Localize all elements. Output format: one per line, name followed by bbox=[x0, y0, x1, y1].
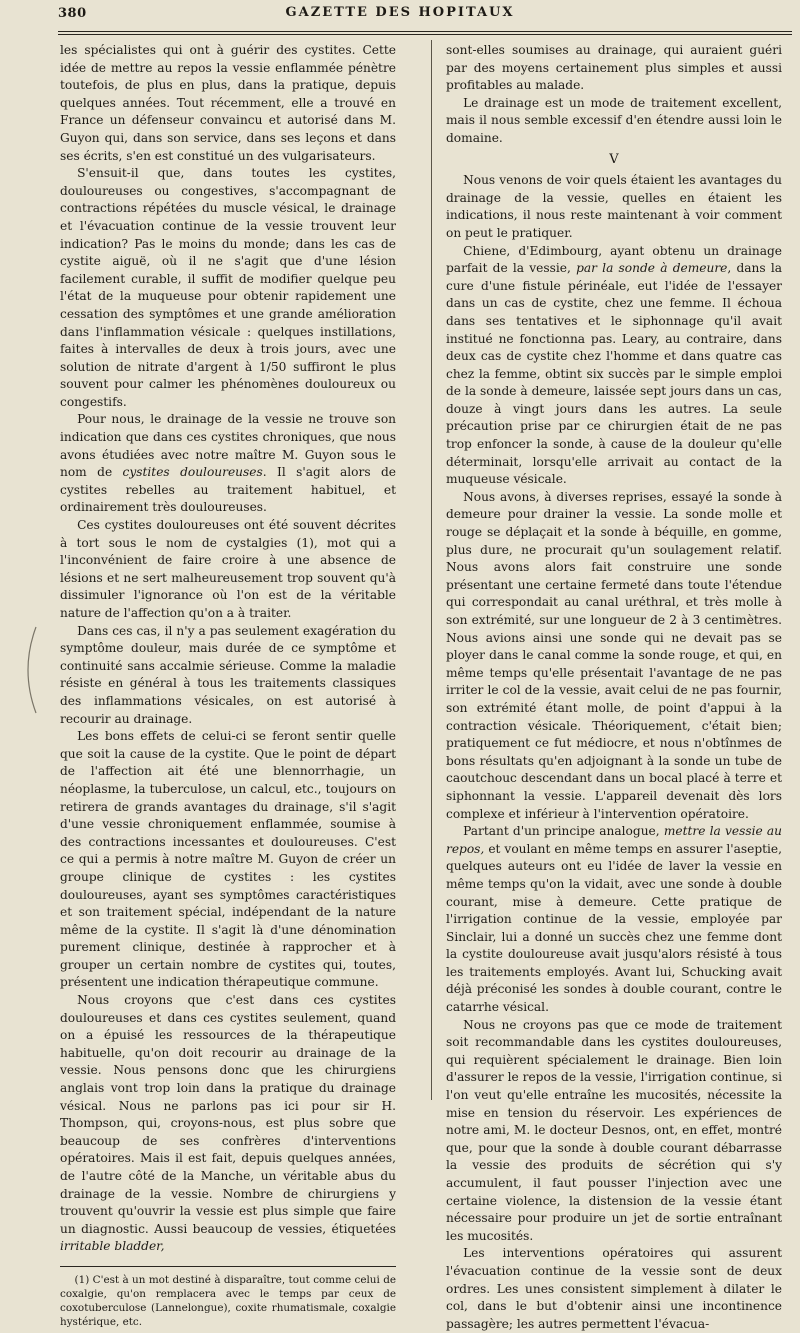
italic-term: mettre la vessie au repos, bbox=[446, 824, 783, 856]
page-number: 380 bbox=[58, 6, 87, 21]
paragraph: Nous croyons que c'est dans ces cystites douloureuses et dans ces cystites seulement, quand on a épuisé les ressources de la thérapeutique habituelle, qu'on doit recourir au drainage de la vessie. Nous pensons donc que les chirurgiens anglais vont trop loin dans la pratique du drainage vésical. Nous ne parlons pas ici pour sir H. Thompson, qui, croyons-nous, est plus sobre que beaucoup de ses confrères d'interventions opératoires. Mais il est fait, depuis quelques années, de l'autre côté de la Manche, un véritable abus du drainage de la vessie. Nombre de chirurgiens y trouvent qu'ouvrir la vessie est plus simple que faire un diagnostic. Aussi beaucoup de vessies, étiquetées irritable bladder, bbox=[60, 993, 396, 1254]
footnote-rule bbox=[60, 1266, 396, 1267]
paragraph: Les interventions opératoires qui assurent l'évacuation continue de la vessie sont de deux ordres. Les unes consistent simplement à dilater le col, dans le but d'obtenir ainsi une incontinence passagère; les autres permettent l'évacua- bbox=[446, 1246, 782, 1331]
left-column bbox=[60, 42, 396, 1329]
paragraph: Partant d'un principe analogue, mettre la vessie au repos, et voulant en même temps en assurer l'aseptie, quelques auteurs ont eu l'idée de laver la vessie en même temps qu'on la vidait, avec une sonde à double courant, mise à demeure. Cette pratique de l'irrigation continue de la vessie, employée par Sinclair, lui a donné un succès chez une femme dont la cystite douloureuse avait jusqu'alors résisté à tous les traitements employés. Avant lui, Schucking avait déjà préconisé les sondes à double courant, contre le catarrhe vésical. bbox=[446, 824, 783, 1015]
paragraph: Ces cystites douloureuses ont été souvent décrites à tort sous le nom de cystalgies (1), mot qui a l'inconvénient de faire croire à une absence de lésions et ne sert malheureusement trop souvent qu'à dissimuler l'ignorance où l'on est de la véritable nature de l'affection qu'on a à traiter. bbox=[60, 518, 396, 620]
paragraph: S'ensuit-il que, dans toutes les cystites, douloureuses ou congestives, s'accompagnant de contractions répétées du muscle vésical, le drainage et l'évacuation continue de la vessie trouvent leur indication? Pas le moins du monde; dans les cas de cystite aiguë, où il ne s'agit que d'une lésion facilement curable, il suffit de modifier quelque peu l'état de la muqueuse pour obtenir rapidement une cessation des symptômes et une grande amélioration dans l'inflammation vésicale : quelques instillations, faites à intervalles de deux à trois jours, avec une solution de nitrate d'argent à 1/50 suffiront le plus souvent pour calmer les phénomènes douloureux ou congestifs. bbox=[60, 166, 396, 409]
paragraph: Dans ces cas, il n'y a pas seulement exagération du symptôme douleur, mais durée de ce symptôme et continuité sans accalmie sérieuse. Comme la maladie résiste en général à tous les traitements classiques des inflammations vésicales, on est autorisé à recourir au drainage. bbox=[60, 623, 396, 726]
italic-term: par la sonde à demeure bbox=[576, 261, 728, 276]
column-divider bbox=[431, 40, 432, 1100]
paragraph: Chiene, d'Edimbourg, ayant obtenu un drainage parfait de la vessie, par la sonde à demeure, dans la cure d'une fistule périnéale, eut l'idée de l'essayer dans un cas de cystite, chez une femme. Il échoua dans ses tentatives et le siphonnage qu'il avait institué ne fonctionna pas. Leary, au contraire, dans deux cas de cystite chez l'homme et dans quatre cas chez la femme, obtint six succès par le simple emploi de la sonde à demeure, laissée sept jours dans un cas, douze à vingt jours dans les autres. La seule précaution prise par ce chirurgien était de ne pas trop enfoncer la sonde, à cause de la douleur qu'elle déterminait, lorsqu'elle arrivait au contact de la muqueuse vésicale. bbox=[446, 243, 783, 487]
section-heading: V bbox=[609, 151, 619, 167]
paragraph: Pour nous, le drainage de la vessie ne trouve son indication que dans ces cystites chroniques, que nous avons étudiées avec notre maître M. Guyon sous le nom de cystites douloureuses. Il s'agit alors de cystites rebelles au traitement habituel, et ordinairement très douloureuses. bbox=[60, 412, 396, 515]
paragraph: Le drainage est un mode de traitement excellent, mais il nous semble excessif d'en étendre aussi loin le domaine. bbox=[446, 95, 782, 145]
running-title: GAZETTE DES HOPITAUX bbox=[285, 5, 515, 20]
paragraph: Les bons effets de celui-ci se feront sentir quelle que soit la cause de la cystite. Que le point de départ de l'affection ait été une blennorrhagie, un néoplasme, la tuberculose, un calcul, etc., toujours on retirera de grands avantages du drainage, s'il s'agit d'une vessie chroniquement enflammée, soumise à des contractions incessantes et douloureuses. C'est ce qui a permis à notre maître M. Guyon de créer un groupe clinique de cystites : les cystites douloureuses, ayant ses symptômes caractéristiques et son traitement spécial, indépendant de la nature même de la cystite. Il s'agit là d'une dénomination purement clinique, destinée à rapprocher et à grouper un certain nombre de cystites qui, toutes, présentent une indication thérapeutique commune. bbox=[60, 729, 396, 990]
paragraph: Nous avons, à diverses reprises, essayé la sonde à demeure pour drainer la vessie. La sonde molle et rouge se déplaçait et la sonde à béquille, en gomme, plus dure, ne procurait qu'un soulagement relatif. Nous avons alors fait construire une sonde présentant une certaine fermeté dans toute l'étendue qui correspondait au canal uréthral, et très molle à son extrémité, sur une longueur de 2 à 3 centimètres. Nous avions ainsi une sonde qui ne devait pas se ployer dans le canal comme la sonde rouge, et qui, en même temps qu'elle présentait l'avantage de ne pas irriter le col de la vessie, avait celui de ne pas fournir, son extrémité étant molle, de point d'appui à la contraction vésicale. Théoriquement, c'était bien; pratiquement ce fut médiocre, et nous n'obtînmes de bons résultats qu'en adjoignant à la sonde un tube de caoutchouc descendant dans un bocal placé à terre et siphonnant la vessie. L'appareil devenait dès lors complexe et inférieur à l'intervention opératoire. bbox=[446, 489, 782, 821]
italic-term: irritable bladder, bbox=[60, 1239, 165, 1254]
margin-bracket-mark bbox=[14, 625, 44, 715]
paragraph: Nous venons de voir quels étaient les avantages du drainage de la vessie, quelles en étaient les indications, il nous reste maintenant à voir comment on peut le pratiquer. bbox=[446, 173, 782, 240]
right-column bbox=[446, 42, 782, 1333]
paragraph: les spécialistes qui ont à guérir des cystites. Cette idée de mettre au repos la vessie enflammée pénètre toutefois, de plus en plus, dans la pratique, depuis quelques années. Tout récemment, elle a trouvé en France un défenseur convaincu et autorisé dans M. Guyon qui, dans son service, dans ses leçons et dans ses écrits, s'en est constitué un des vulgarisateurs. bbox=[60, 43, 396, 163]
header-rule bbox=[58, 31, 792, 35]
paragraph: sont-elles soumises au drainage, qui auraient guéri par des moyens certainement plus simples et aussi profitables au malade. bbox=[446, 43, 782, 93]
italic-term: cystites douloureuses bbox=[122, 465, 263, 480]
paragraph: Nous ne croyons pas que ce mode de traitement soit recommandable dans les cystites douloureuses, qui requièrent spécialement le drainage. Bien loin d'assurer le repos de la vessie, l'irrigation continue, si l'on veut qu'elle entraîne les mucosités, nécessite la mise en tension du réservoir. Les expériences de notre ami, M. le docteur Desnos, ont, en effet, montré que, pour que la sonde à double courant débarrasse la vessie des produits de sécrétion qui s'y accumulent, il faut pousser l'injection avec une certaine violence, la distension de la vessie étant nécessaire pour produire un jet de sortie entraînant les mucosités. bbox=[446, 1017, 782, 1243]
footnote: (1) C'est à un mot destiné à disparaître, tout comme celui de coxalgie, qu'on remplacera avec le temps par ceux de coxotuberculose (Lannelongue), coxite rhumatismale, coxalgie hystérique, etc. bbox=[60, 1273, 396, 1328]
